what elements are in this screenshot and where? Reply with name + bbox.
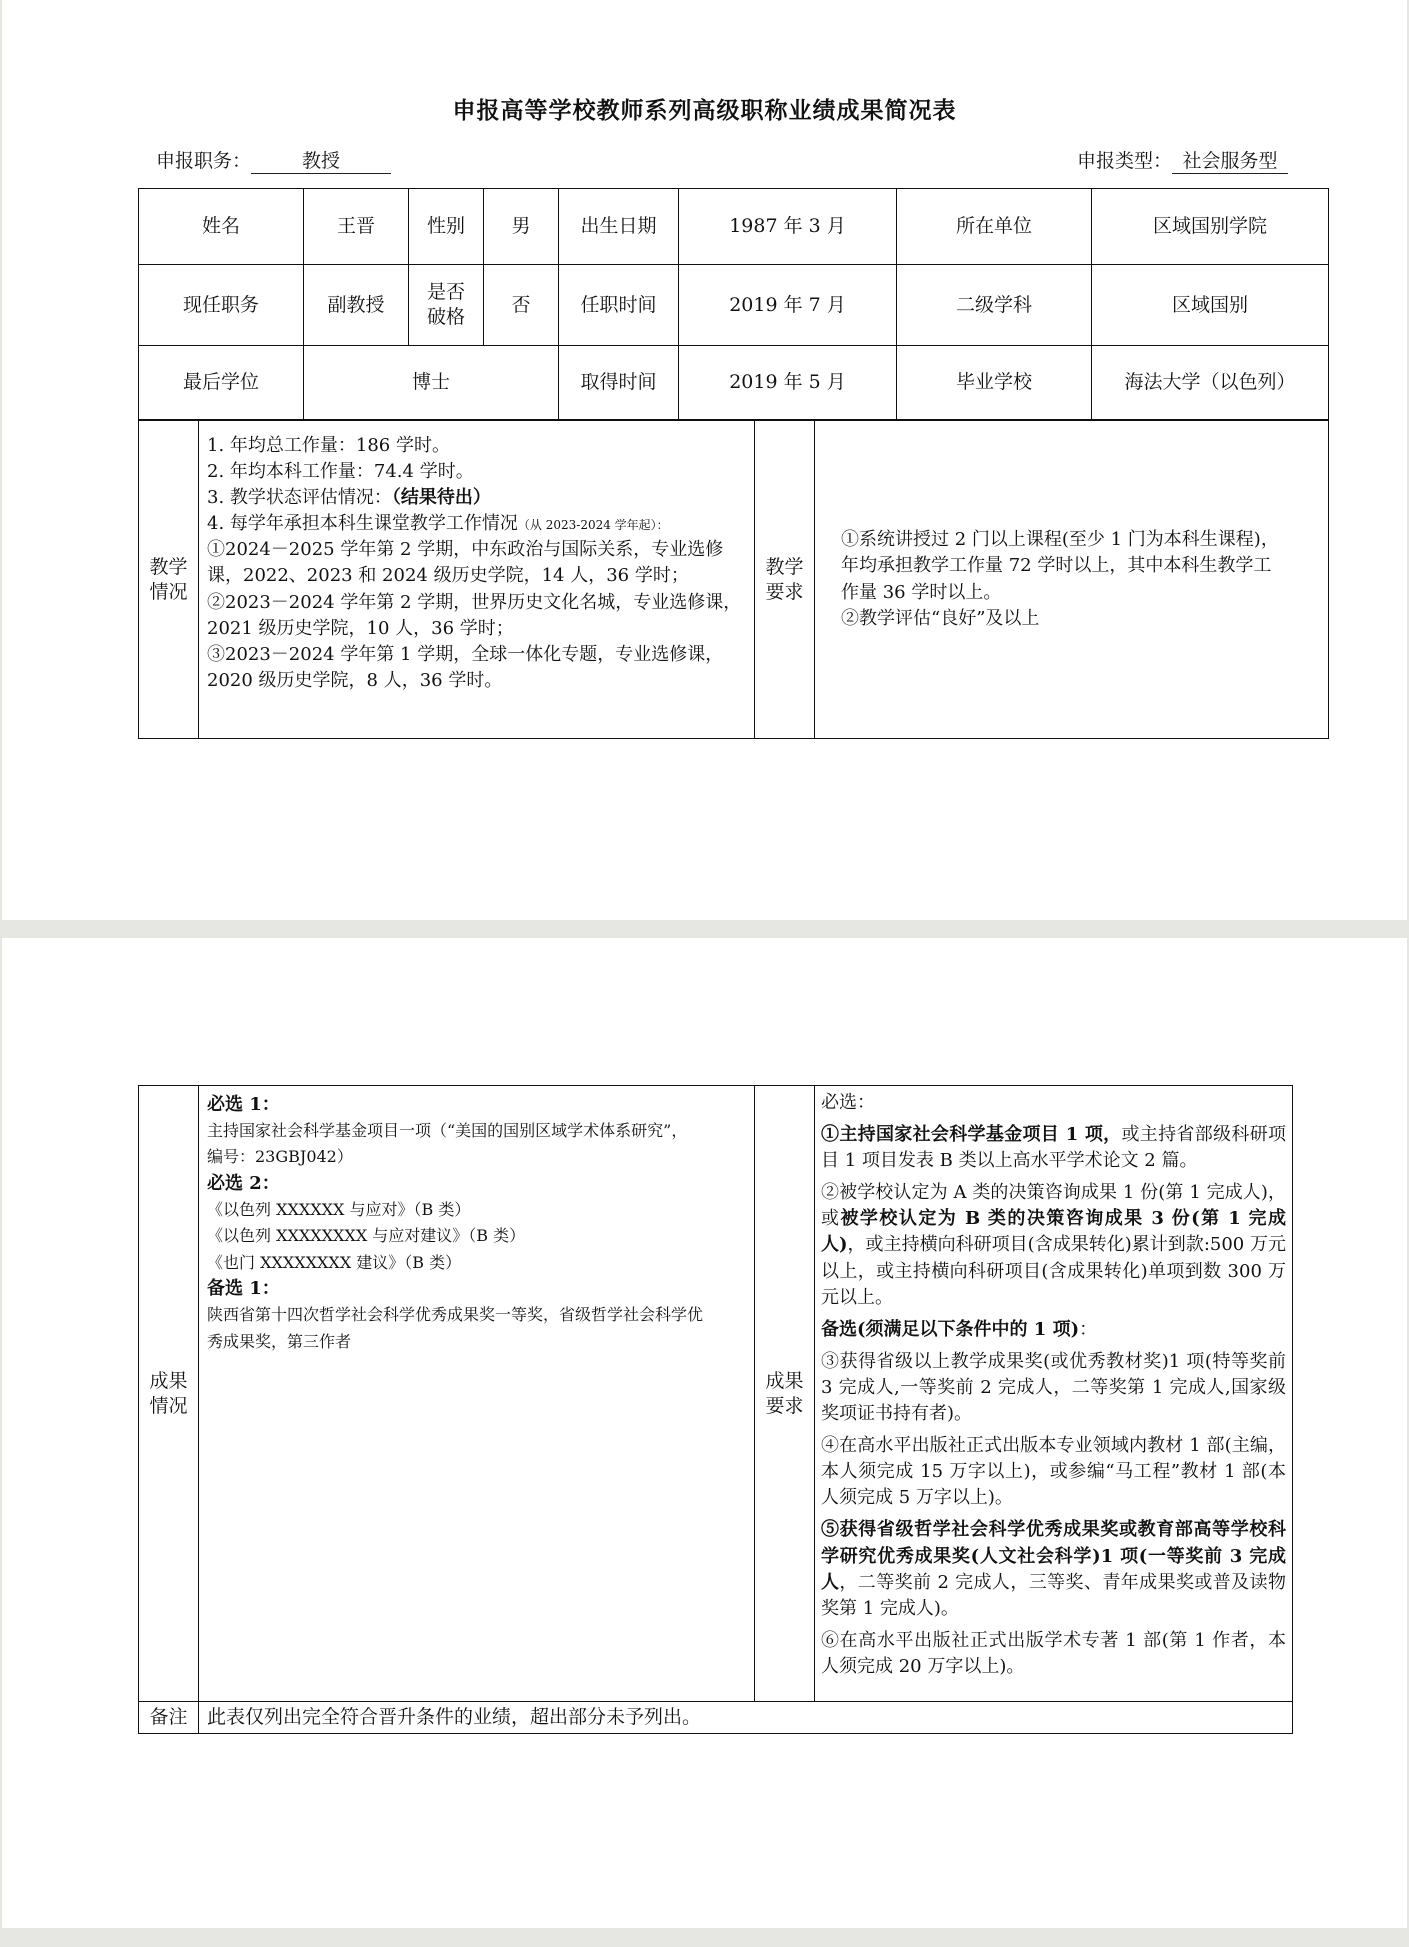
req-alt-title: 备选(须满足以下条件中的 1 项)： xyxy=(821,1318,1098,1340)
course-3-line-1: ③2023－2024 学年第 1 学期，全球一体化专题，专业选修课， xyxy=(207,643,724,665)
degree-label: 最后学位 xyxy=(139,346,304,420)
course-3-line-2: 2020 级历史学院，8 人，36 学时。 xyxy=(207,669,503,691)
remark-row xyxy=(139,1702,1293,1734)
req-item-4: ④在高水平出版社正式出版本专业领域内教材 1 部(主编，本人须完成 15 万字以上)，或参编“马工程”教材 1 部(本人须完成 5 万字以上)。 xyxy=(821,1435,1286,1509)
type-value: 社会服务型 xyxy=(1172,146,1288,174)
birth-value: 1987 年 3 月 xyxy=(679,189,897,265)
current-title-value: 副教授 xyxy=(304,265,409,346)
must-2-line-3: 《也门 XXXXXXXX 建议》（B 类） xyxy=(207,1252,462,1272)
gender-value: 男 xyxy=(484,189,559,265)
teaching-req-line-4: ②教学评估“良好”及以上 xyxy=(841,607,1040,629)
course-1-line-1: ①2024－2025 学年第 2 学期，中东政治与国际关系，专业选修 xyxy=(207,539,724,561)
req-item-5: ⑤获得省级哲学社会科学优秀成果奖或教育部高等学校科学研究优秀成果奖(人文社会科学)1 项(一等奖前 3 完成人，二等奖前 2 完成人，三等奖、青年成果奖或普及读物奖第 1 完成人)。 xyxy=(821,1519,1286,1619)
info-row-3 xyxy=(139,346,1329,420)
teaching-req-line-1: ①系统讲授过 2 门以上课程(至少 1 门为本科生课程)， xyxy=(841,529,1279,551)
school-value: 海法大学（以色列） xyxy=(1092,346,1329,420)
achievement-table xyxy=(138,1085,1293,1734)
current-title-label: 现任职务 xyxy=(139,265,304,346)
exceptional-value: 否 xyxy=(484,265,559,346)
basic-info-table xyxy=(138,188,1329,420)
document-title: 申报高等学校教师系列高级职称业绩成果简况表 xyxy=(452,98,957,124)
alt-1-line-2: 秀成果奖，第三作者 xyxy=(207,1331,352,1351)
appoint-time-label: 任职时间 xyxy=(559,265,679,346)
alt-1-title: 备选 1： xyxy=(207,1278,280,1300)
degree-value: 博士 xyxy=(304,346,559,420)
info-row-1 xyxy=(139,189,1329,265)
type-field xyxy=(1077,146,1288,174)
teaching-label: 教学 情况 xyxy=(139,421,199,739)
page-2 xyxy=(2,938,1407,1928)
course-2-line-2: 2021 级历史学院，10 人，36 学时； xyxy=(207,617,514,639)
birth-label: 出生日期 xyxy=(559,189,679,265)
req-item-1: ①主持国家社会科学基金项目 1 项，或主持省部级科研项目 1 项目发表 B 类以上高水平学术论文 2 篇。 xyxy=(821,1124,1287,1172)
achievement-row xyxy=(139,1086,1293,1702)
degree-time-value: 2019 年 5 月 xyxy=(679,346,897,420)
exceptional-label-2: 破格 xyxy=(426,306,465,328)
teaching-table xyxy=(138,420,1329,739)
unit-value: 区域国别学院 xyxy=(1092,189,1329,265)
achievement-req-label: 成果 要求 xyxy=(755,1086,815,1702)
workload-total: 1. 年均总工作量：186 学时。 xyxy=(207,435,450,456)
must-2-line-2: 《以色列 XXXXXXXX 与应对建议》（B 类） xyxy=(207,1226,526,1246)
teaching-row xyxy=(139,421,1329,739)
req-item-2: ②被学校认定为 A 类的决策咨询成果 1 份(第 1 完成人)，或被学校认定为 B 类的决策咨询成果 3 份(第 1 完成人)，或主持横向科研项目(含成果转化)累计到款:500 万元以上，或主持横向科研项目(含成果转化)单项到数 300 万元以上。 xyxy=(821,1182,1286,1308)
course-2-line-1: ②2023－2024 学年第 2 学期，世界历史文化名城，专业选修课， xyxy=(207,591,742,613)
must-2-title: 必选 2： xyxy=(207,1172,280,1194)
teaching-content xyxy=(199,421,755,739)
info-row-2 xyxy=(139,265,1329,346)
teaching-requirements xyxy=(815,421,1329,739)
must-2-line-1: 《以色列 XXXXXX 与应对》（B 类） xyxy=(207,1199,471,1219)
degree-time-label: 取得时间 xyxy=(559,346,679,420)
workload-undergrad: 2. 年均本科工作量：74.4 学时。 xyxy=(207,461,474,483)
teaching-req-line-2: 年均承担教学工作量 72 学时以上，其中本科生教学工 xyxy=(841,555,1272,577)
alt-1-line-1: 陕西省第十四次哲学社会科学优秀成果奖一等奖，省级哲学社会科学优 xyxy=(207,1305,704,1325)
teaching-req-label: 教学 要求 xyxy=(755,421,815,739)
type-label: 申报类型： xyxy=(1077,150,1173,172)
exceptional-label-1: 是否 xyxy=(426,281,465,304)
course-1-line-2: 课，2022、2023 和 2024 级历史学院，14 人，36 学时； xyxy=(207,565,689,587)
teaching-req-line-3: 作量 36 学时以上。 xyxy=(841,581,1002,603)
undergrad-teaching-heading: 4. 每学年承担本科生课堂教学工作情况（从 2023-2024 学年起）： xyxy=(207,513,669,535)
discipline-value: 区域国别 xyxy=(1092,265,1329,346)
exceptional-label xyxy=(409,265,484,346)
appoint-time-value: 2019 年 7 月 xyxy=(679,265,897,346)
position-value: 教授 xyxy=(251,146,391,174)
achievement-content xyxy=(199,1086,755,1702)
evaluation-status: 3. 教学状态评估情况：（结果待出） xyxy=(207,487,491,509)
achievement-requirements xyxy=(815,1086,1293,1702)
position-field xyxy=(156,146,391,174)
must-1-title: 必选 1： xyxy=(207,1094,280,1115)
req-must-title: 必选： xyxy=(821,1092,875,1113)
name-value: 王晋 xyxy=(304,189,409,265)
must-1-line-1: 主持国家社会科学基金项目一项（“美国的国别区域学术体系研究”， xyxy=(207,1121,688,1141)
discipline-label: 二级学科 xyxy=(897,265,1092,346)
page-1 xyxy=(2,0,1407,920)
req-item-3: ③获得省级以上教学成果奖(或优秀教材奖)1 项(特等奖前 3 完成人,一等奖前 2 完成人，二等奖第 1 完成人,国家级奖项证书持有者)。 xyxy=(821,1350,1286,1425)
remark-text: 此表仅列出完全符合晋升条件的业绩，超出部分未予列出。 xyxy=(199,1702,1293,1734)
gender-label: 性别 xyxy=(409,189,484,265)
req-item-6: ⑥在高水平出版社正式出版学术专著 1 部(第 1 作者，本人须完成 20 万字以上)。 xyxy=(821,1629,1286,1677)
must-1-line-2: 编号：23GBJ042） xyxy=(207,1147,353,1167)
unit-label: 所在单位 xyxy=(897,189,1092,265)
name-label: 姓名 xyxy=(139,189,304,265)
position-label: 申报职务： xyxy=(156,150,252,172)
achievement-label: 成果 情况 xyxy=(139,1086,199,1702)
school-label: 毕业学校 xyxy=(897,346,1092,420)
remark-label: 备注 xyxy=(139,1702,199,1734)
